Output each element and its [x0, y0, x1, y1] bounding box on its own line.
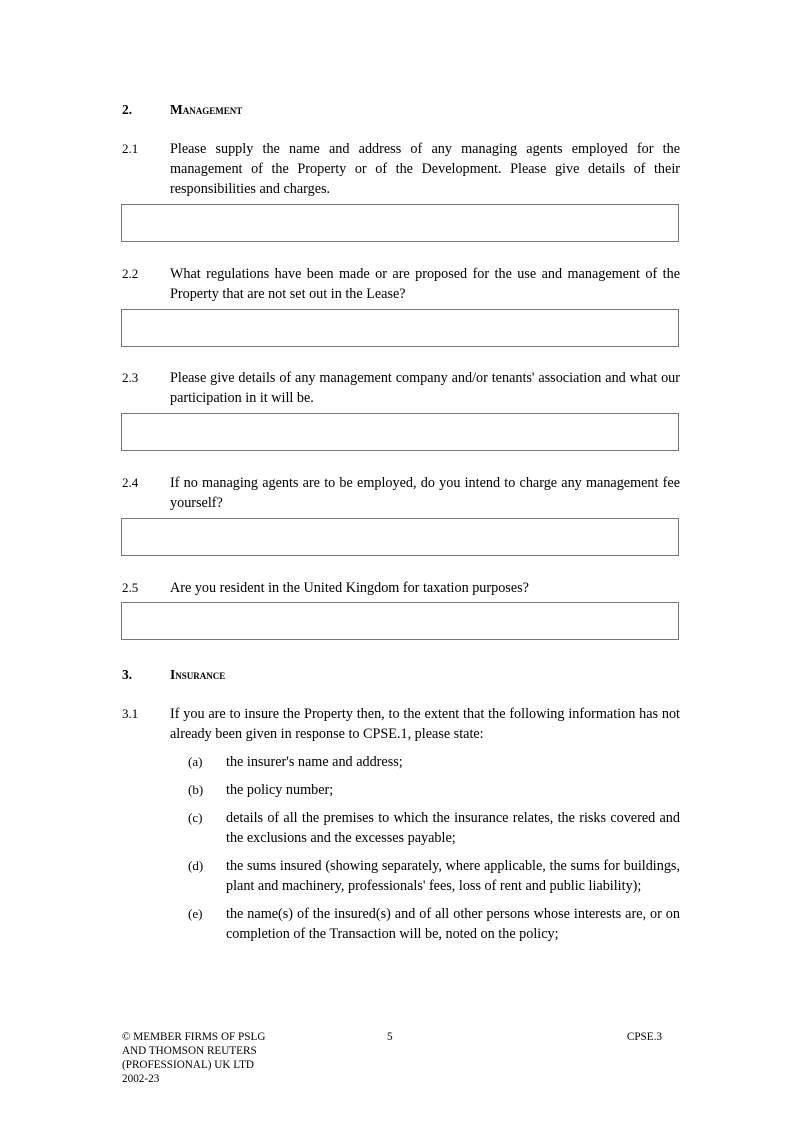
question-2-2	[122, 264, 680, 304]
list-item	[188, 780, 680, 800]
item-text: the sums insured (showing separately, where applicable, the sums for buildings, plant and machinery, professionals' fees, loss of rent and public liability);	[226, 858, 680, 894]
item-text: the name(s) of the insured(s) and of all other persons whose interests are, or on completion of the Transaction will be, noted on the policy;	[226, 906, 680, 942]
section-number: 2.	[122, 102, 133, 117]
section-title: Management	[170, 102, 243, 117]
item-text: the insurer's name and address;	[226, 754, 403, 770]
answer-box-2-1[interactable]	[121, 204, 679, 242]
list-item	[188, 856, 680, 896]
item-label: (a)	[188, 754, 203, 769]
question-text: What regulations have been made or are proposed for the use and management of the Property that are not set out in the Lease?	[170, 266, 680, 302]
question-number: 2.4	[122, 475, 139, 490]
answer-box-2-2[interactable]	[121, 309, 679, 347]
question-text: Please supply the name and address of any managing agents employed for the management of the Property or of the Development. Please give details of their responsibilities and charges.	[170, 141, 680, 197]
item-label: (c)	[188, 810, 203, 825]
answer-box-2-3[interactable]	[121, 413, 679, 451]
answer-box-2-4[interactable]	[121, 518, 679, 556]
question-number: 2.3	[122, 370, 139, 385]
copyright-line: © MEMBER FIRMS OF PSLG	[122, 1031, 266, 1043]
section-number: 3.	[122, 667, 133, 682]
question-text: Please give details of any management company and/or tenants' association and what our participation in it will be.	[170, 370, 680, 406]
item-text: details of all the premises to which the insurance relates, the risks covered and the exclusions and the excesses payable;	[226, 810, 680, 846]
question-text: If no managing agents are to be employed, do you intend to charge any management fee yourself?	[170, 475, 680, 511]
question-number: 2.1	[122, 141, 139, 156]
copyright-line: AND THOMSON REUTERS	[122, 1045, 257, 1057]
list-item	[188, 808, 680, 848]
page-number: 5	[387, 1031, 393, 1043]
question-number: 3.1	[122, 706, 139, 721]
question-3-1-items	[188, 752, 680, 952]
list-item	[188, 752, 680, 772]
copyright-line: (PROFESSIONAL) UK LTD	[122, 1059, 254, 1071]
answer-box-2-5[interactable]	[121, 602, 679, 640]
item-label: (b)	[188, 782, 204, 797]
item-label: (e)	[188, 906, 203, 921]
question-3-1	[122, 704, 680, 744]
form-code: CPSE.3	[626, 1031, 662, 1043]
question-number: 2.2	[122, 266, 139, 281]
question-2-5	[122, 578, 680, 598]
footer-copyright	[122, 1030, 322, 1086]
item-label: (d)	[188, 858, 204, 873]
question-text: Are you resident in the United Kingdom for taxation purposes?	[170, 580, 529, 596]
question-2-4	[122, 473, 680, 513]
list-item	[188, 904, 680, 944]
section-title: Insurance	[170, 667, 226, 682]
question-2-1	[122, 139, 680, 199]
question-number: 2.5	[122, 580, 139, 595]
question-text: If you are to insure the Property then, to the extent that the following information has not already been given in response to CPSE.1, please state:	[170, 706, 680, 742]
copyright-line: 2002-23	[122, 1073, 160, 1085]
question-2-3	[122, 368, 680, 408]
item-text: the policy number;	[226, 782, 334, 798]
